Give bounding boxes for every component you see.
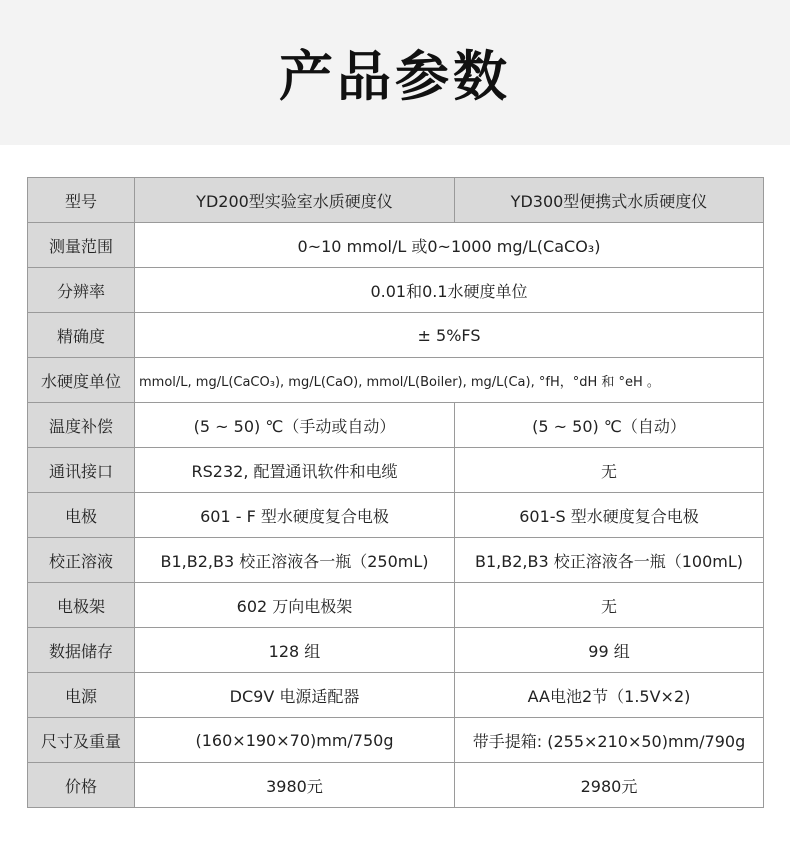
row-label: 电极架	[28, 583, 135, 628]
row-value-yd300: 带手提箱: (255×210×50)mm/790g	[455, 718, 764, 763]
table-row	[28, 448, 764, 493]
table-row	[28, 313, 764, 358]
model-yd200: YD200型实验室水质硬度仪	[135, 178, 455, 223]
table-row	[28, 538, 764, 583]
table-row	[28, 358, 764, 403]
table-row	[28, 763, 764, 808]
row-label: 水硬度单位	[28, 358, 135, 403]
row-value-yd200: DC9V 电源适配器	[135, 673, 455, 718]
row-value-yd300: 无	[455, 583, 764, 628]
row-value-yd200: 602 万向电极架	[135, 583, 455, 628]
row-value-yd300: 99 组	[455, 628, 764, 673]
spec-table	[27, 177, 764, 808]
row-label: 型号	[28, 178, 135, 223]
row-value-yd200: RS232, 配置通讯软件和电缆	[135, 448, 455, 493]
row-label: 测量范围	[28, 223, 135, 268]
row-value-yd300: 2980元	[455, 763, 764, 808]
row-value-yd300: (5 ~ 50) ℃（自动）	[455, 403, 764, 448]
row-value-yd300: 无	[455, 448, 764, 493]
row-label: 电极	[28, 493, 135, 538]
table-row	[28, 403, 764, 448]
row-label: 尺寸及重量	[28, 718, 135, 763]
row-value: mmol/L, mg/L(CaCO₃), mg/L(CaO), mmol/L(Boiler), mg/L(Ca), °fH，°dH 和 °eH 。	[135, 358, 764, 403]
row-label: 精确度	[28, 313, 135, 358]
table-row	[28, 583, 764, 628]
title-banner	[0, 0, 790, 145]
row-label: 数据储存	[28, 628, 135, 673]
row-value-yd200: (5 ~ 50) ℃（手动或自动）	[135, 403, 455, 448]
row-label: 价格	[28, 763, 135, 808]
row-label: 校正溶液	[28, 538, 135, 583]
table-row	[28, 718, 764, 763]
table-row	[28, 673, 764, 718]
row-label: 温度补偿	[28, 403, 135, 448]
row-value: ± 5%FS	[135, 313, 764, 358]
row-value-yd200: 601 - F 型水硬度复合电极	[135, 493, 455, 538]
row-value-yd300: 601-S 型水硬度复合电极	[455, 493, 764, 538]
table-row	[28, 268, 764, 313]
row-label: 通讯接口	[28, 448, 135, 493]
row-value-yd200: B1,B2,B3 校正溶液各一瓶（250mL)	[135, 538, 455, 583]
row-label: 分辨率	[28, 268, 135, 313]
row-value-yd200: 128 组	[135, 628, 455, 673]
row-value-yd300: AA电池2节（1.5V×2)	[455, 673, 764, 718]
table-row	[28, 493, 764, 538]
row-value: 0~10 mmol/L 或0~1000 mg/L(CaCO₃)	[135, 223, 764, 268]
model-yd300: YD300型便携式水质硬度仪	[455, 178, 764, 223]
row-value-yd200: (160×190×70)mm/750g	[135, 718, 455, 763]
row-value-yd200: 3980元	[135, 763, 455, 808]
row-label: 电源	[28, 673, 135, 718]
table-header-row	[28, 178, 764, 223]
page-title: 产品参数	[279, 45, 511, 108]
spec-table-container	[27, 177, 764, 808]
row-value: 0.01和0.1水硬度单位	[135, 268, 764, 313]
row-value-yd300: B1,B2,B3 校正溶液各一瓶（100mL)	[455, 538, 764, 583]
table-row	[28, 628, 764, 673]
table-row	[28, 223, 764, 268]
